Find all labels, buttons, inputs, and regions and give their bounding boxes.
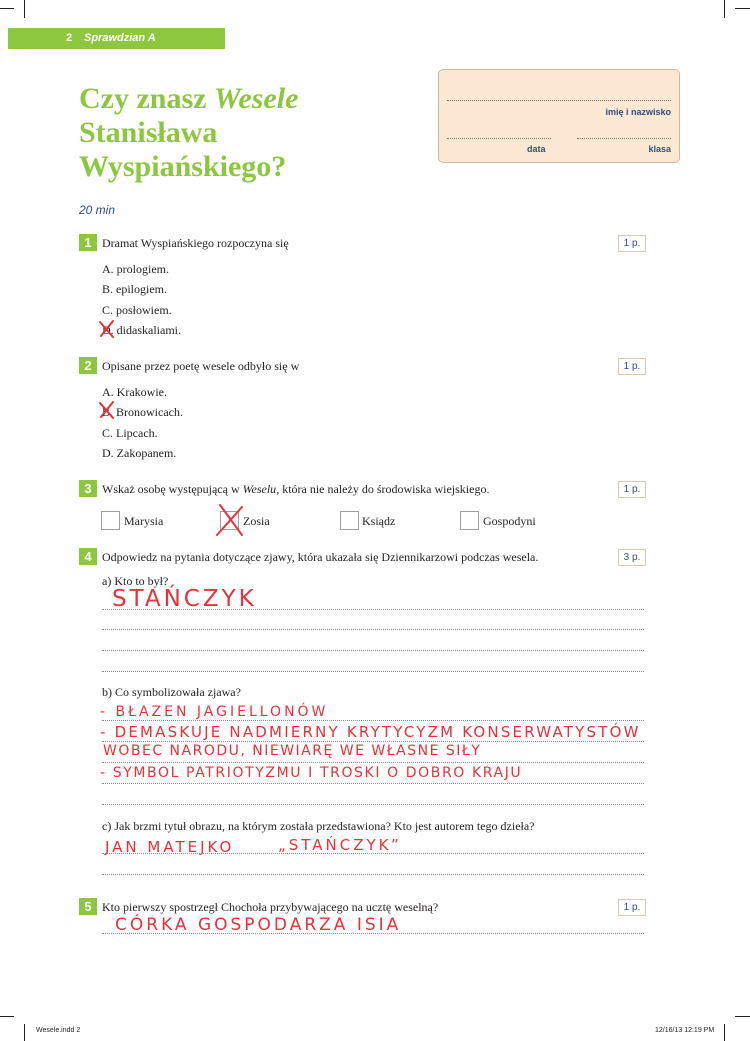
handwritten-answer: JAN MATEJKO [105, 838, 235, 856]
handwritten-answer: - BŁAZEN JAGIELLONÓW [100, 704, 329, 720]
answer-line[interactable] [102, 629, 644, 630]
crop-mark [724, 0, 725, 18]
choice-checkbox[interactable] [340, 511, 359, 530]
crop-mark [735, 8, 750, 9]
answer-line[interactable] [102, 804, 644, 805]
name-field[interactable] [447, 100, 671, 101]
answer-cross-mark [98, 319, 116, 339]
option-d[interactable]: D. Zakopanem. [102, 446, 177, 460]
choice-label: Marysia [124, 514, 164, 528]
answer-line[interactable] [102, 874, 644, 875]
option-b[interactable]: B. Bronowicach. [102, 405, 183, 419]
choice-label: Zosia [243, 514, 270, 528]
option-a[interactable]: A. Krakowie. [102, 385, 167, 399]
question-number: 1 [79, 234, 97, 251]
answer-line[interactable] [102, 671, 644, 672]
handwritten-answer: STAŃCZYK [112, 586, 257, 612]
footer-filename: Wesele.indd 2 [36, 1027, 81, 1034]
handwritten-answer: WOBEC NARODU, NIEWIARĘ WE WŁASNE SIŁY [103, 743, 482, 759]
crop-mark [24, 0, 25, 18]
option-a[interactable]: A. prologiem. [102, 262, 169, 276]
subquestion-c: c) Jak brzmi tytuł obrazu, na którym została przedstawiona? Kto jest autorem tego dzieła? [102, 819, 535, 833]
question-number: 5 [79, 898, 97, 915]
question-text: Kto pierwszy spostrzegł Chochoła przybywającego na ucztę weselną? [102, 900, 439, 914]
question-number: 2 [79, 357, 97, 374]
question-text: Opisane przez poetę wesele odbyło się w [102, 359, 300, 373]
subquestion-a: a) Kto to był? [102, 574, 169, 588]
points-badge: 1 p. [618, 358, 646, 375]
answer-line[interactable] [102, 720, 644, 721]
section-label: Sprawdzian A [84, 32, 156, 44]
handwritten-answer: - DEMASKUJE NADMIERNY KRYTYCYZM KONSERWATYSTÓW [100, 723, 641, 741]
date-label: data [527, 144, 546, 154]
question-number: 4 [79, 548, 97, 565]
crop-mark [0, 1016, 14, 1017]
question-text: Wskaż osobę występującą w Weselu, która nie należy do środowiska wiejskiego. [102, 482, 490, 496]
subquestion-b: b) Co symbolizowała zjawa? [102, 685, 241, 699]
option-b[interactable]: B. epilogiem. [102, 282, 167, 296]
answer-cross-mark [214, 503, 246, 537]
class-field[interactable] [577, 138, 671, 139]
handwritten-answer: - SYMBOL PATRIOTYZMU I TROSKI O DOBRO KRAJU [100, 765, 523, 781]
option-d[interactable]: D. didaskaliami. [102, 323, 181, 337]
answer-line[interactable] [102, 609, 644, 610]
points-badge: 1 p. [618, 235, 646, 252]
answer-line[interactable] [102, 762, 644, 763]
handwritten-answer: CÓRKA GOSPODARZA ISIA [115, 915, 402, 935]
question-text: Dramat Wyspiańskiego rozpoczyna się [102, 236, 289, 250]
option-c[interactable]: C. posłowiem. [102, 303, 172, 317]
page-number: 2 [66, 32, 73, 44]
student-info-box [438, 69, 680, 163]
class-label: klasa [648, 144, 671, 154]
points-badge: 3 p. [618, 549, 646, 566]
name-label: imię i nazwisko [605, 107, 671, 117]
answer-line[interactable] [102, 741, 644, 742]
crop-mark [24, 1024, 25, 1041]
crop-mark [724, 1024, 725, 1041]
points-badge: 1 p. [618, 481, 646, 498]
question-number: 3 [79, 480, 97, 497]
crop-mark [735, 1016, 750, 1017]
option-c[interactable]: C. Lipcach. [102, 426, 158, 440]
choice-label: Ksiądz [362, 514, 396, 528]
footer-timestamp: 12/16/13 12:19 PM [655, 1027, 715, 1034]
answer-line[interactable] [102, 933, 644, 934]
choice-checkbox[interactable] [460, 511, 479, 530]
page-title: Czy znasz Wesele Stanisława Wyspiańskiego? [79, 82, 299, 183]
choice-checkbox[interactable] [101, 511, 120, 530]
answer-cross-mark [98, 400, 116, 420]
choice-label: Gospodyni [483, 514, 536, 528]
question-text: Odpowiedz na pytania dotyczące zjawy, która ukazała się Dziennikarzowi podczas wesela. [102, 550, 539, 564]
crop-mark [0, 8, 14, 9]
points-badge: 1 p. [618, 899, 646, 916]
header-band [8, 28, 225, 49]
handwritten-answer: „STAŃCZYK” [278, 836, 402, 854]
answer-line[interactable] [102, 650, 644, 651]
answer-line[interactable] [102, 783, 644, 784]
date-field[interactable] [447, 138, 551, 139]
answer-line[interactable] [102, 853, 644, 854]
time-limit: 20 min [79, 203, 116, 217]
